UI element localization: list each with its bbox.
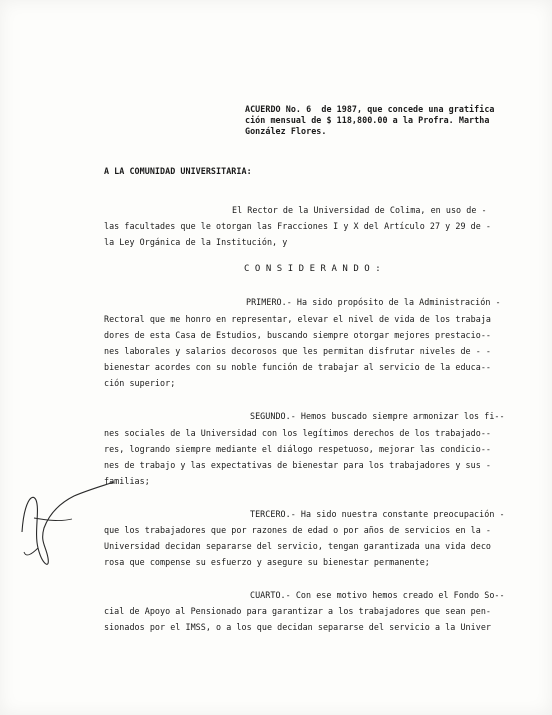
tercero-line-4: rosa que compense su esfuerzo y asegure su bienestar permanente;	[104, 557, 430, 567]
header-line-1: ACUERDO No. 6 de 1987, que concede una gratifica	[245, 104, 495, 114]
segundo-line-4: nes de trabajo y las expectativas de bienestar para los trabajadores y sus -	[104, 460, 492, 470]
primero-line-3: dores de esta Casa de Estudios, buscando siempre otorgar mejores prestacio--	[104, 330, 492, 340]
primero-line-5: bienestar acordes con su noble función de trabajar al servicio de la educa--	[104, 362, 492, 372]
preamble-line-3: la Ley Orgánica de la Institución, y	[104, 237, 288, 247]
segundo-line-5: familias;	[104, 476, 150, 486]
primero-line-1: PRIMERO.- Ha sido propósito de la Administración -	[246, 297, 501, 307]
tercero-line-1: TERCERO.- Ha sido nuestra constante preocupación -	[250, 509, 505, 519]
handwritten-signature	[14, 462, 134, 582]
cuarto-line-1: CUARTO.- Con ese motivo hemos creado el Fondo So--	[250, 590, 505, 600]
tercero-line-3: Universidad decidan separarse del servicio, tengan garantizada una vida deco	[104, 541, 492, 551]
preamble-line-1: El Rector de la Universidad de Colima, en uso de -	[232, 205, 487, 215]
primero-line-2: Rectoral que me honro en representar, elevar el nivel de vida de los trabaja	[104, 314, 492, 324]
segundo-line-3: res, logrando siempre mediante el diálogo respetuoso, mejorar las condicio--	[104, 444, 492, 454]
segundo-line-2: nes sociales de la Universidad con los legítimos derechos de los trabajado--	[104, 428, 492, 438]
addressee: A LA COMUNIDAD UNIVERSITARIA:	[104, 166, 252, 176]
cuarto-line-3: sionados por el IMSS, o a los que decidan separarse del servicio a la Univer	[104, 622, 492, 632]
tercero-line-2: que los trabajadores que por razones de edad o por años de servicios en la -	[104, 525, 492, 535]
primero-line-6: ción superior;	[104, 378, 176, 388]
segundo-line-1: SEGUNDO.- Hemos buscado siempre armonizar los fi--	[250, 411, 505, 421]
header-line-2: ción mensual de $ 118,800.00 a la Profra. Martha	[245, 115, 490, 125]
cuarto-line-2: cial de Apoyo al Pensionado para garantizar a los trabajadores que sean pen-	[104, 606, 492, 616]
preamble-line-2: las facultades que le otorgan las Fracciones I y X del Artículo 27 y 29 de -	[104, 221, 492, 231]
considerando-heading: C O N S I D E R A N D O :	[244, 264, 381, 274]
primero-line-4: nes laborales y salarios decorosos que les permitan disfrutar niveles de - -	[104, 346, 492, 356]
header-line-3: González Flores.	[245, 126, 327, 136]
